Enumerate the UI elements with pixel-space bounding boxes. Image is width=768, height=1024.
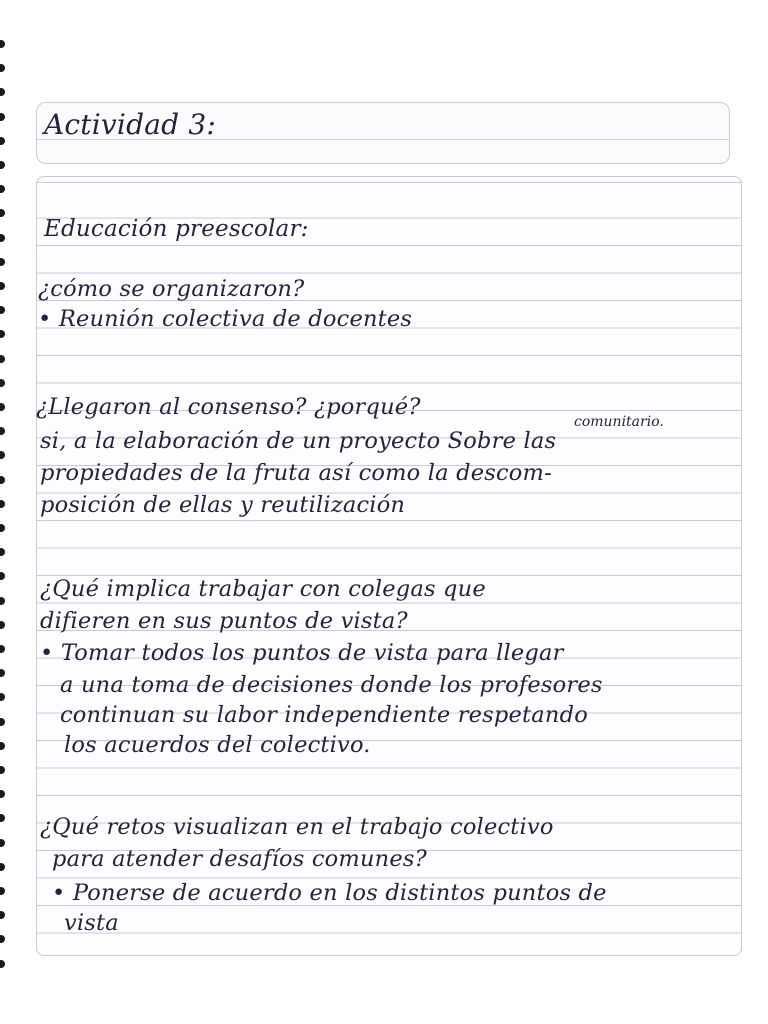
binding-hole (0, 718, 5, 726)
binding-hole (0, 693, 5, 701)
binding-hole (0, 282, 5, 290)
binding-hole (0, 766, 5, 774)
binding-hole (0, 88, 5, 96)
binding-hole (0, 258, 5, 266)
binding-hole (0, 306, 5, 314)
answer-2-line-3: posición de ellas y reutilización (40, 492, 406, 518)
binding-hole (0, 863, 5, 871)
binding-hole (0, 64, 5, 72)
question-2: ¿Llegaron al consenso? ¿porqué? (36, 394, 421, 420)
page-title: Actividad 3: (44, 108, 216, 141)
binding-hole (0, 379, 5, 387)
binding-hole (0, 403, 5, 411)
binding-hole (0, 161, 5, 169)
question-4-line-1: ¿Qué retos visualizan en el trabajo colectivo (40, 814, 554, 840)
binding-hole (0, 790, 5, 798)
answer-3-line-4: los acuerdos del colectivo. (64, 732, 371, 758)
binding-hole (0, 209, 5, 217)
answer-4-line-2: vista (64, 910, 119, 936)
binding-hole (0, 669, 5, 677)
answer-1: • Reunión colectiva de docentes (38, 306, 413, 332)
binding-hole (0, 887, 5, 895)
answer-2-line-2: propiedades de la fruta así como la descom- (40, 460, 552, 486)
answer-2-line-1: si, a la elaboración de un proyecto Sobre las (40, 428, 557, 454)
binding-hole (0, 597, 5, 605)
binding-hole (0, 40, 5, 48)
answer-3-line-3: continuan su labor independiente respetando (60, 702, 588, 728)
binding-hole (0, 935, 5, 943)
answer-4-line-1: • Ponerse de acuerdo en los distintos puntos de (52, 880, 607, 906)
binding-hole (0, 548, 5, 556)
binding-hole (0, 113, 5, 121)
answer-2-insertion: comunitario. (574, 414, 664, 430)
binding-hole (0, 621, 5, 629)
section-heading: Educación preescolar: (44, 216, 309, 242)
spiral-binding (0, 40, 8, 980)
binding-hole (0, 839, 5, 847)
answer-3-line-1: • Tomar todos los puntos de vista para llegar (40, 640, 564, 666)
binding-hole (0, 911, 5, 919)
binding-hole (0, 330, 5, 338)
question-3-line-2: difieren en sus puntos de vista? (40, 608, 408, 634)
binding-hole (0, 500, 5, 508)
binding-hole (0, 814, 5, 822)
binding-hole (0, 355, 5, 363)
question-3-line-1: ¿Qué implica trabajar con colegas que (40, 576, 486, 602)
binding-hole (0, 572, 5, 580)
binding-hole (0, 234, 5, 242)
binding-hole (0, 451, 5, 459)
binding-hole (0, 524, 5, 532)
binding-hole (0, 476, 5, 484)
binding-hole (0, 742, 5, 750)
question-1: ¿cómo se organizaron? (38, 276, 305, 302)
binding-hole (0, 427, 5, 435)
answer-3-line-2: a una toma de decisiones donde los profesores (60, 672, 603, 698)
binding-hole (0, 645, 5, 653)
binding-hole (0, 185, 5, 193)
question-4-line-2: para atender desafíos comunes? (52, 846, 427, 872)
binding-hole (0, 960, 5, 968)
binding-hole (0, 137, 5, 145)
